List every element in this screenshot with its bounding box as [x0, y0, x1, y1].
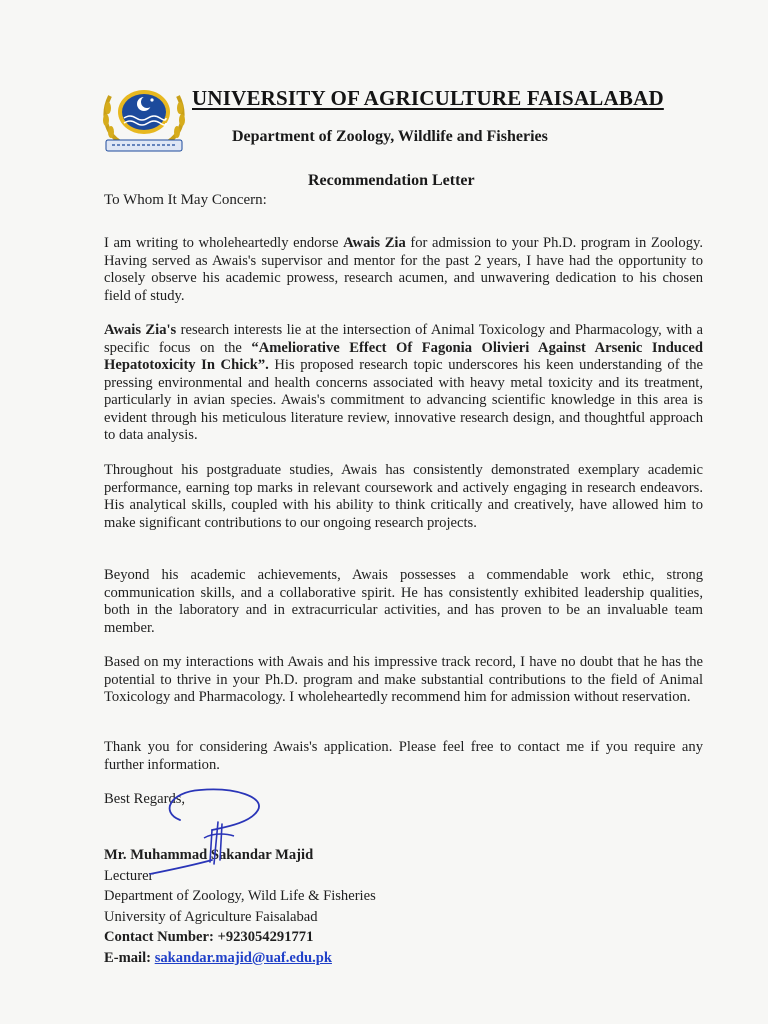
p1-text-a: I am writing to wholeheartedly endorse [104, 235, 344, 251]
signatory-title: Lecturer [104, 867, 154, 884]
paragraph-recommendation: Based on my interactions with Awais and his impressive track record, I have no doubt that he has the potential to thrive in your Ph.D. program and make substantial contributions to the field of Animal Toxicology and Pharmacology. I wholeheartedly recommend him for admission without reservation. [104, 654, 703, 705]
paragraph-character: Beyond his academic achievements, Awais possesses a commendable work ethic, strong communication skills, and a collaborative spirit. He has consistently exhibited leadership qualities, both in the laboratory and in extracurricular activities, and has proven to be an invaluable team member. [104, 567, 703, 636]
candidate-name-possessive: Awais Zia's [104, 322, 177, 338]
research-topic: “Ameliorative Effect Of Fagonia Olivieri Against Arsenic Induced Hepatotoxicity In Chick”. [104, 339, 703, 373]
university-logo-icon [100, 82, 188, 156]
contact-label: Contact Number: [104, 929, 214, 945]
paragraph-research [104, 322, 703, 445]
paragraph-thanks: Thank you for considering Awais's application. Please feel free to contact me if you require any further information. [104, 739, 703, 773]
paragraph-intro [104, 235, 703, 305]
document-title: Recommendation Letter [308, 172, 475, 189]
contact-line [104, 927, 376, 948]
signatory-department: Department of Zoology, Wild Life & Fisheries [104, 888, 376, 904]
paragraph-studies: Throughout his postgraduate studies, Awais has consistently demonstrated exemplary academic performance, earning top marks in relevant coursework and actively engaging in research endeavors. His analytical skills, coupled with his ability to think critically and creatively, have allowed him to make significant contributions to our ongoing research projects. [104, 462, 703, 531]
department-name: Department of Zoology, Wildlife and Fisheries [232, 128, 548, 145]
contact-number: +923054291771 [217, 929, 314, 945]
closing: Best Regards, [104, 791, 186, 807]
email-line [104, 948, 376, 969]
handwritten-signature-icon [140, 782, 280, 882]
email-label: E-mail: [104, 949, 152, 966]
salutation: To Whom It May Concern: [104, 192, 267, 208]
p1-text-b: for admission to your Ph.D. program in Zoology. Having served as Awais's supervisor and mentor for the past 2 years, I have had the opportunity to closely observe his academic prowess, research acumen, and unwavering dedication to his chosen field of study. [104, 235, 703, 304]
signatory-institution: University of Agriculture Faisalabad [104, 908, 318, 925]
university-name: UNIVERSITY OF AGRICULTURE FAISALABAD [192, 86, 664, 110]
email-link[interactable]: sakandar.majid@uaf.edu.pk [154, 949, 332, 966]
p2-text-a: research interests lie at the intersection of Animal Toxicology and Pharmacology, with a specific focus on the [104, 322, 703, 356]
candidate-name: Awais Zia [343, 235, 406, 251]
p2-text-b: His proposed research topic underscores his keen understanding of the pressing environmental and health concerns associated with heavy metal toxicity and its treatment, particularly in avian species. Awais's commitment to advancing scientific knowledge in this area is evident through his meticulous literature review, innovative research design, and thoughtful approach to data analysis. [104, 357, 703, 443]
signatory-name: Mr. Muhammad Sakandar Majid [104, 847, 314, 863]
